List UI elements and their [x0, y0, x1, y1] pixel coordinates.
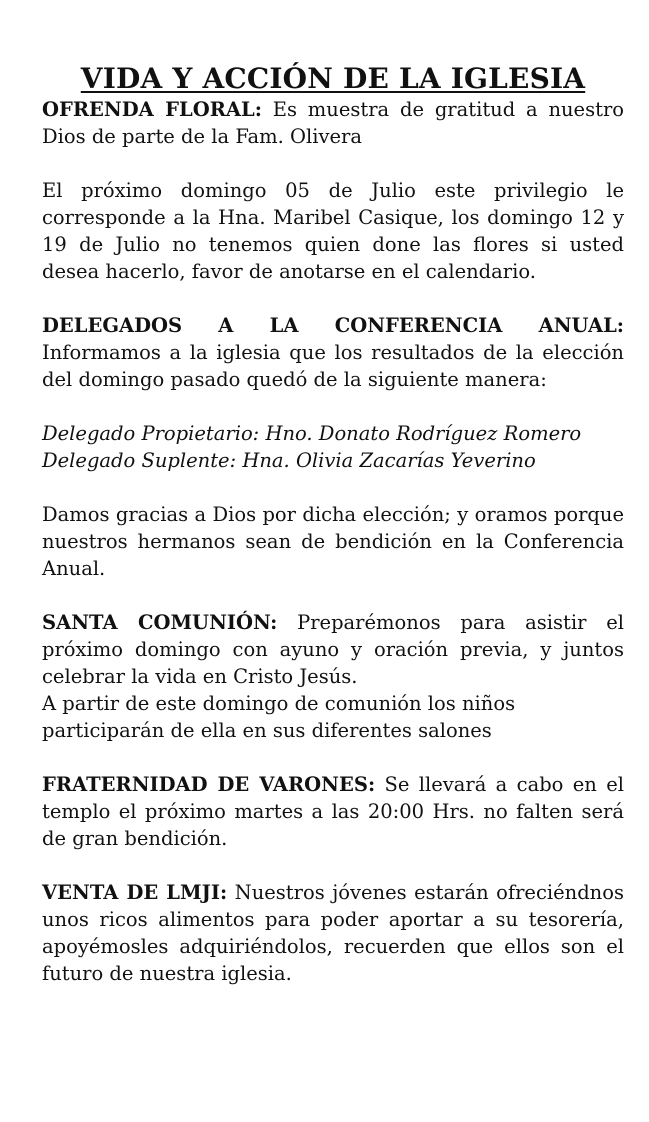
fraternidad-heading: FRATERNIDAD DE VARONES:: [42, 773, 376, 796]
spacer: [42, 744, 624, 771]
ofrenda-schedule: El próximo domingo 05 de Julio este privilegio le corresponde a la Hna. Maribel Casique, los domingo 12 y 19 de Julio no tenemos quien done las flores si usted desea hacerlo, favor de anotarse en el calendario.: [42, 179, 624, 283]
ofrenda-paragraph: [42, 96, 624, 150]
delegados-closing: Damos gracias a Dios por dicha elección; y oramos porque nuestros hermanos sean de bendición en la Conferencia Anual.: [42, 503, 624, 580]
venta-paragraph: [42, 879, 624, 987]
fraternidad-text: Se llevará a cabo en el templo el próximo martes a las 20:00 Hrs. no falten será de gran bendición.: [42, 773, 624, 850]
venta-heading: VENTA DE LMJI:: [42, 881, 228, 904]
spacer: [42, 582, 624, 609]
comunion-paragraph: [42, 609, 624, 690]
delegado-suplente: Delegado Suplente: Hna. Olivia Zacarías Yeverino: [42, 449, 536, 472]
spacer: [42, 852, 624, 879]
delegados-heading: DELEGADOS A LA CONFERENCIA ANUAL:: [42, 314, 624, 337]
ofrenda-heading: OFRENDA FLORAL:: [42, 98, 262, 121]
delegado-propietario: Delegado Propietario: Hno. Donato Rodríguez Romero: [42, 422, 582, 445]
venta-text: Nuestros jóvenes estarán ofreciéndnos unos ricos alimentos para poder aportar a su tesorería, apoyémosles adquiriéndolos, recuerden que ellos son el futuro de nuestra iglesia.: [42, 881, 624, 985]
spacer: [42, 285, 624, 312]
comunion-heading: SANTA COMUNIÓN:: [42, 611, 278, 634]
spacer: [42, 474, 624, 501]
delegados-text: Informamos a la iglesia que los resultados de la elección del domingo pasado quedó de la siguiente manera:: [42, 341, 624, 391]
delegados-paragraph: [42, 312, 624, 393]
bulletin-page: [42, 62, 624, 987]
fraternidad-paragraph: [42, 771, 624, 852]
spacer: [42, 150, 624, 177]
page-title: VIDA Y ACCIÓN DE LA IGLESIA: [80, 62, 586, 95]
spacer: [42, 393, 624, 420]
comunion-text-2: A partir de este domingo de comunión los niños participarán de ella en sus diferentes salones: [42, 692, 516, 742]
comunion-text: Preparémonos para asistir el próximo domingo con ayuno y oración previa, y juntos celebrar la vida en Cristo Jesús.: [42, 611, 624, 688]
ofrenda-text: Es muestra de gratitud a nuestro Dios de parte de la Fam. Olivera: [42, 98, 625, 148]
